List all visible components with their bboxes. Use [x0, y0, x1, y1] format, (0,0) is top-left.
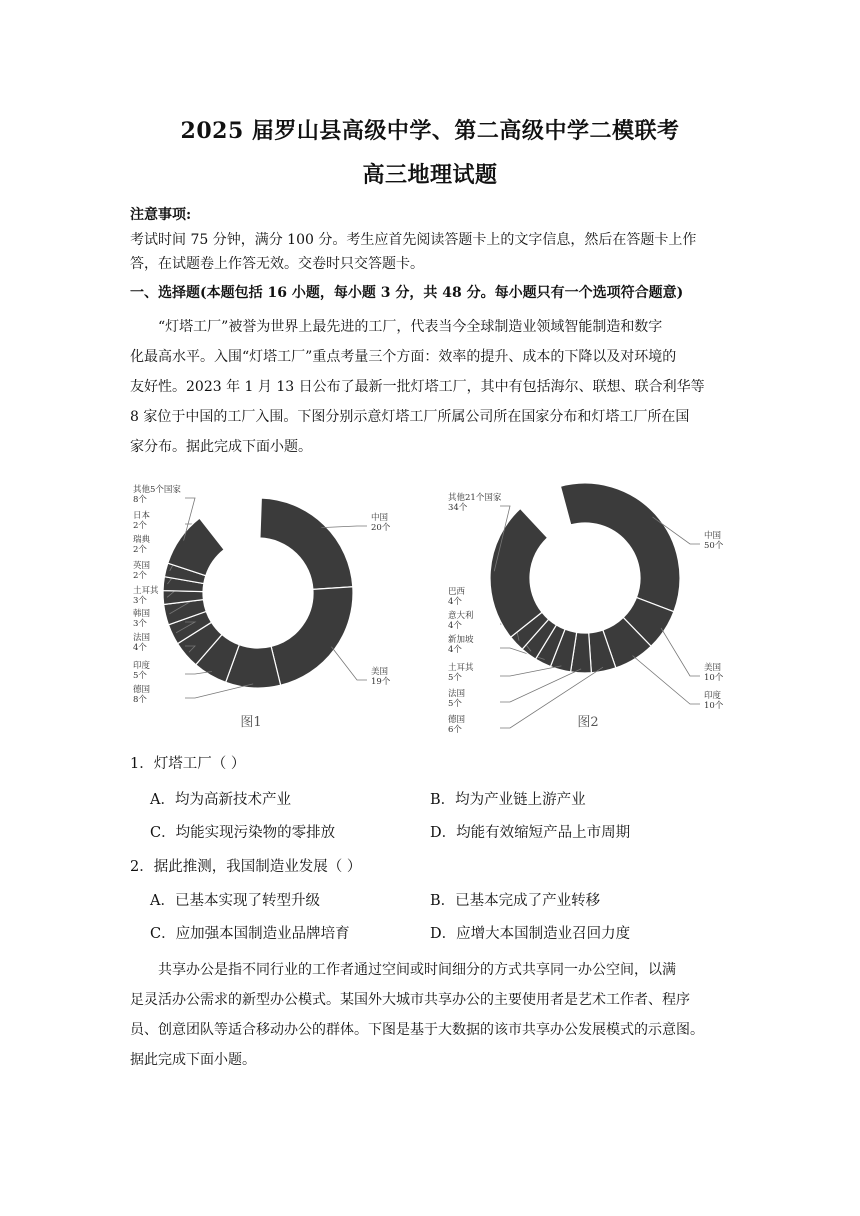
slice-label: 英国 — [133, 561, 151, 571]
donut-slice — [560, 483, 680, 612]
slice-label: 新加坡 — [448, 635, 474, 645]
slice-label: 法国 — [448, 689, 466, 699]
notice-text — [130, 228, 730, 276]
leader-line — [185, 684, 253, 698]
slice-value-label: 5个 — [133, 671, 147, 681]
passage-line: 足灵活办公需求的新型办公模式。某国外大城市共享办公的主要使用者是艺术工作者、程序 — [130, 992, 690, 1008]
question-2-stem: 2．据此推测，我国制造业发展（ ） — [130, 859, 362, 875]
leader-line — [331, 647, 367, 680]
slice-value-label: 2个 — [133, 545, 147, 555]
slice-label: 土耳其 — [133, 586, 159, 596]
slice-value-label: 34个 — [448, 503, 468, 513]
exam-subtitle: 高三地理试题 — [362, 162, 498, 188]
slice-value-label: 10个 — [704, 673, 724, 683]
slice-label: 德国 — [448, 715, 466, 725]
slice-label: 意大利 — [448, 611, 474, 621]
leader-line — [500, 666, 561, 676]
slice-value-label: 50个 — [704, 541, 724, 551]
slice-value-label: 4个 — [448, 597, 462, 607]
slice-value-label: 2个 — [133, 571, 147, 581]
leader-line — [633, 656, 700, 704]
question-1-stem: 1．灯塔工厂（ ） — [130, 756, 246, 772]
slice-value-label: 4个 — [133, 643, 147, 653]
slice-label: 其他5个国家 — [133, 485, 181, 495]
passage-1 — [130, 312, 730, 462]
passage-line: “灯塔工厂”被誉为世界上最先进的工厂，代表当今全球制造业领域智能制造和数字 — [158, 319, 663, 335]
figure-caption: 图2 — [577, 715, 599, 730]
slice-label: 美国 — [704, 663, 722, 673]
slice-value-label: 6个 — [448, 725, 462, 735]
notice-line: 答，在试题卷上作答无效。交卷时只交答题卡。 — [130, 256, 424, 272]
q1-option-a[interactable]: A．均为高新技术产业 — [150, 792, 291, 808]
passage-line: 家分布。据此完成下面小题。 — [130, 439, 312, 455]
slice-label: 法国 — [133, 633, 151, 643]
q2-option-a[interactable]: A．已基本实现了转型升级 — [150, 893, 320, 909]
leader-line — [661, 628, 700, 676]
slice-label: 中国 — [704, 531, 722, 541]
leader-line — [321, 526, 367, 528]
slice-value-label: 5个 — [448, 673, 462, 683]
q2-option-d[interactable]: D．应增大本国制造业召回力度 — [430, 926, 631, 942]
slice-value-label: 5个 — [448, 699, 462, 709]
q2-option-b[interactable]: B．已基本完成了产业转移 — [430, 893, 601, 909]
passage-2 — [130, 955, 730, 1075]
q1-option-c[interactable]: C．均能实现污染物的零排放 — [150, 825, 336, 841]
slice-value-label: 8个 — [133, 495, 147, 505]
donut-chart-fig1 — [125, 478, 425, 740]
passage-line: 8 家位于中国的工厂入围。下图分别示意灯塔工厂所属公司所在国家分布和灯塔工厂所在国 — [130, 409, 690, 425]
slice-value-label: 20个 — [371, 523, 391, 533]
slice-value-label: 4个 — [448, 645, 462, 655]
notice-heading: 注意事项: — [130, 207, 192, 223]
slice-label: 德国 — [133, 685, 151, 695]
q2-option-c[interactable]: C．应加强本国制造业品牌培育 — [150, 926, 350, 942]
slice-value-label: 10个 — [704, 701, 724, 711]
slice-value-label: 8个 — [133, 695, 147, 705]
q1-option-d[interactable]: D．均能有效缩短产品上市周期 — [430, 825, 631, 841]
slice-value-label: 2个 — [133, 521, 147, 531]
slice-value-label: 3个 — [133, 619, 147, 629]
slice-label: 韩国 — [133, 609, 151, 619]
donut-slice — [260, 498, 353, 589]
exam-title: 2025 届罗山县高级中学、第二高级中学二模联考 — [180, 118, 680, 144]
section-heading: 一、选择题(本题包括 16 小题，每小题 3 分，共 48 分。每小题只有一个选项符合题意) — [130, 285, 684, 301]
slice-label: 土耳其 — [448, 663, 474, 673]
passage-line: 员、创意团队等适合移动办公的群体。下图是基于大数据的该市共享办公发展模式的示意图。 — [130, 1022, 704, 1038]
slice-label: 其他21个国家 — [448, 493, 502, 503]
donut-slice — [271, 587, 353, 686]
slice-label: 美国 — [371, 667, 389, 677]
slice-value-label: 3个 — [133, 596, 147, 606]
slice-label: 印度 — [704, 691, 722, 701]
slice-label: 瑞典 — [133, 535, 151, 545]
passage-line: 共享办公是指不同行业的工作者通过空间或时间细分的方式共享同一办公空间，以满 — [158, 962, 676, 978]
donut-chart-fig2 — [440, 478, 740, 740]
slice-label: 巴西 — [448, 587, 466, 597]
passage-line: 据此完成下面小题。 — [130, 1052, 256, 1068]
slice-label: 中国 — [371, 513, 389, 523]
q1-option-b[interactable]: B．均为产业链上游产业 — [430, 792, 586, 808]
passage-line: 友好性。2023 年 1 月 13 日公布了最新一批灯塔工厂，其中有包括海尔、联想、联合利华等 — [130, 379, 705, 395]
passage-line: 化最高水平。入围“灯塔工厂”重点考量三个方面：效率的提升、成本的下降以及对环境的 — [130, 349, 677, 365]
slice-value-label: 19个 — [371, 677, 391, 687]
slice-label: 印度 — [133, 661, 151, 671]
notice-line: 考试时间 75 分钟，满分 100 分。考生应首先阅读答题卡上的文字信息，然后在答题卡上作 — [130, 232, 697, 248]
slice-label: 日本 — [133, 511, 151, 521]
leader-line — [500, 669, 581, 702]
figure-caption: 图1 — [240, 715, 262, 730]
slice-value-label: 4个 — [448, 621, 462, 631]
